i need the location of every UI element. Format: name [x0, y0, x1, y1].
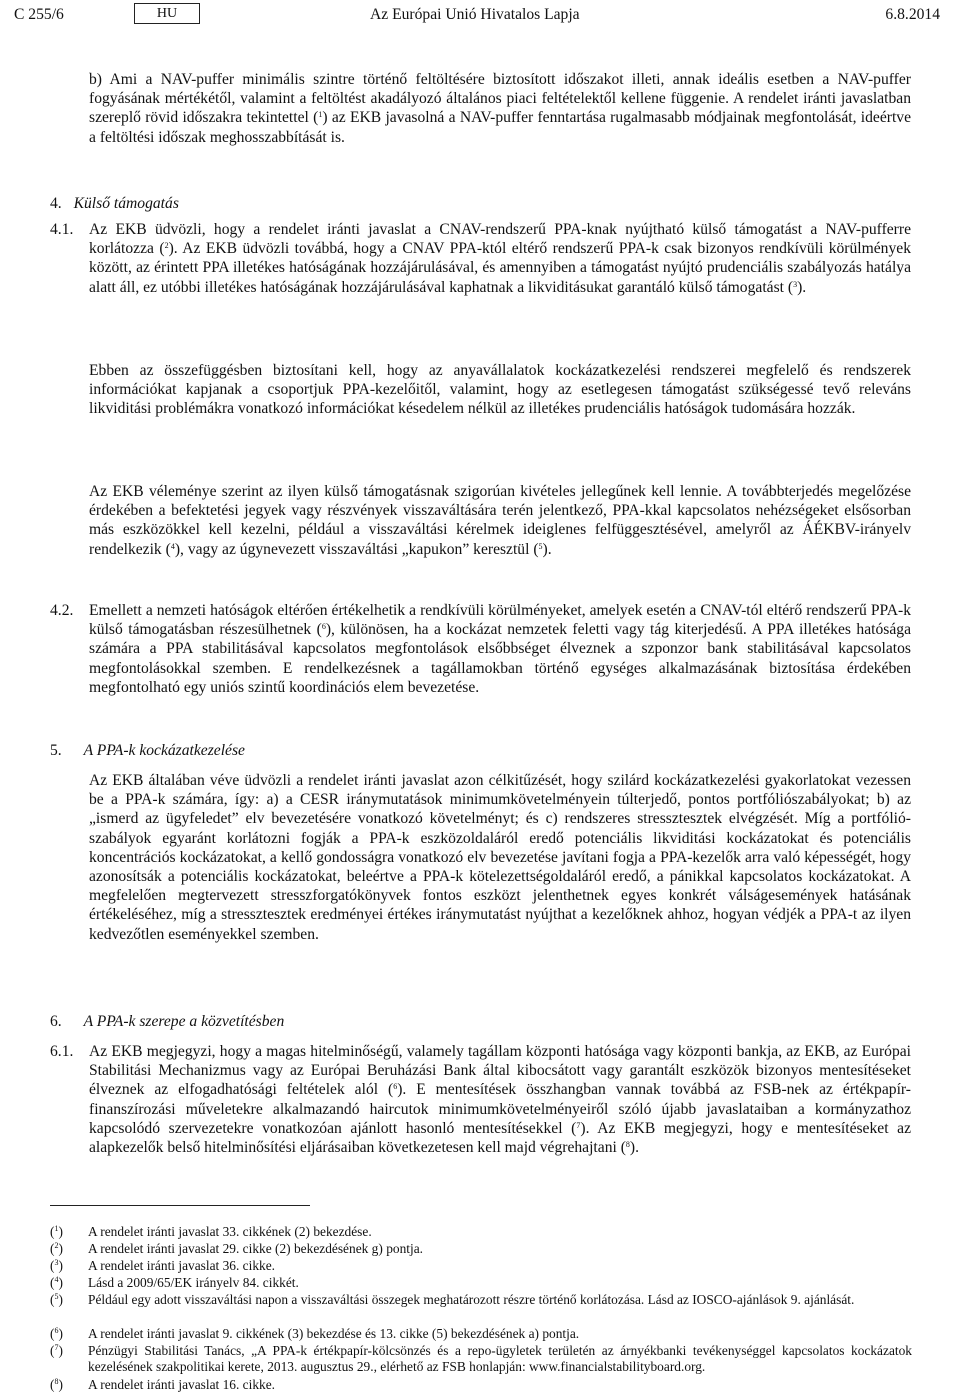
footnote-text: A rendelet iránti javaslat 29. cikke (2) bekezdésének g) pontja.: [88, 1241, 424, 1256]
section-number: 6.: [50, 1013, 62, 1030]
journal-title: Az Európai Unió Hivatalos Lapja: [370, 6, 580, 23]
page-reference: C 255/6: [14, 6, 64, 23]
footnote-text: A rendelet iránti javaslat 16. cikke.: [88, 1377, 276, 1392]
footnote-ref: 6: [393, 1082, 398, 1092]
footnote-number: 2: [54, 1241, 59, 1250]
section-title: A PPA-k kockázatkezelése: [83, 742, 245, 759]
footnote-divider: [50, 1205, 310, 1206]
footnote-ref: 1: [318, 110, 323, 120]
paragraph-text: ). Az EKB üdvözli továbbá, hogy a CNAV PPA-któl eltérő rendszerű PPA-k csak bizonyos rendkívüli körülmények között, az érintett PPA illetékes hatóságának hozzájárulásával, és amennyiben a támogatást nyújtó prudenciális szabályozás hatálya alatt áll, ez utóbbi illetékes hatóságának hozzájárulásával kaphatnak a likviditásukat garantáló külső támogatást (: [89, 240, 911, 296]
document-page: C 255/6 HU Az Európai Unió Hivatalos Lapja 6.8.2014 b) Ami a NAV-puffer minimális szintre történő feltöltésére biztosított időszakot illeti, annak ideális esetben a NAV-puffer fogyásának mértékétől, valamint a feltöltést akadályozó általános piaci feltételektől kellene függenie. A rendelet iránti javaslatban szereplő rövid időszakra tekintettel ($^1$) az EKB javasolná a NAV-puffer fenntartása rugalmasabb módjainak megfontolását, ideértve a feltöltési időszak meghosszabbítását is. 4. Külső támogatás 4.1. Az EKB üdvözli, hogy a rendelet iránti javaslat a CNAV-rendszerű PPA-knak nyújtható külső támogatást a NAV-pufferre korlátozza ($^2$). Az EKB üdvözli továbbá, hogy a CNAV PPA-któl eltérő rendszerű PPA-k csak bizonyos rendkívüli körülmények között, az érintett PPA illetékes hatóságának hozzájárulásával, és amennyiben a támogatást nyújtó prudenciális szabályozás hatálya alatt áll, ez utóbbi illetékes hatóságának hozzájárulásával kaphatnak a likviditásukat garantáló külső támogatást ($^3$). Ebben az összefüggésben biztosítani kell, hogy az anyavállalatok kockázatkezelési rendszerei megfelelő és rendszerek információkat kapjanak a csoportjuk PPA-kezelőitől, valamint, hogy az esetlegesen támogatást szükségessé tevő releváns likviditási problémákra vonatkozó információkat késedelem nélkül az illetékes prudenciális hatóságok tudomására hozzák. Az EKB véleménye szerint az ilyen külső támogatásnak szigorúan kivételes jellegűnek kell lennie. A továbbterjedés megelőzése érdekében a befektetési jegyek vagy részvények visszaváltására terén jelentkező, PPA-kkal kapcsolatos nehézségeket elsősorban más eszközökkel kell kezelni, például a visszaváltási kérelmek ideiglenes felfüggesztésével, amelyről az ÁÉKBV-irányelv rendelkezik ($^4$), vagy az úgynevezett visszaváltási „kapukon” keresztül ($^5$). 4.2. Emellett a nemzeti hatóságok eltérően értékelhetik a rendkívüli körülményeket, amelyek esetén a CNAV-tól eltérő rendszerű PPA-k külső támogatásban részesülhetnek ($^6$), különösen, ha a kockázat nemzetek feletti vagy tág kiterjedésű. A PPA illetékes hatósága számára a PPA stabilitásával kapcsolatos megfontolások elsőbbséget élveznek a szponzor bank stabilitásával kapcsolatos megfontolásokkal szemben. E rendelkezésnek a tagállamokban történő egységes alkalmazásának biztosítása érdekében megfontolható egy uniós szintű koordinációs elem bevezetése. 5. A PPA-k kockázatkezelése Az EKB általában véve üdvözli a rendelet iránti javaslat azon célkitűzését, hogy szilárd kockázatkezelési gyakorlatokat vezessen be a PPA-k számára, így: a) a CESR iránymutatások minimumkövetelményein túlterjedő, pontos portfóliószabályokat; b) az „ismerd az ügyfeledet” elv bevezetésére vonatkozó követelményt; és c) rendszeres stressztesztek elvégzését. Míg a portfóliószabályok egyaránt korlátozni fogják a PPA-k eszközoldaláról eredő potenciális likviditási kockázatokat és potenciális koncentrációs kockázatokat, a kellő gondosságra vonatkozó elv bevezetése javítani fogja a PPA-kezelők arra való képességét, hogy azonosítsák a potenciális kockázatokat, beleértve a PPA-k kötelezettségoldaláról eredő, a pánikkal kapcsolatos kockázatokat. A megfelelően megtervezett stresszforgatókönyvek fontos eszközt jelenthetnek egyes konkrét válságesemények hatásának értékeléséhez, míg a stressztesztek eredményei értékes iránymutatást nyújthat a kezelőknek ahhoz, hogyan védjék a PPA-t az ilyen kedvezőtlen eseményekkel szemben. 6. A PPA-k szerepe a közvetítésben 6.1. Az EKB megjegyzi, hogy a magas hitelminőségű, valamely tagállam központi hatósága vagy központi bankja, az EKB, az Európai Stabilitási Mechanizmus vagy az Európai Beruházási Bank által kibocsátott vagy garantált eszközök bizonyos mentesítéseket élveznek az elfogadhatósági feltételek alól ($^6$). E mentesítések összhangban vannak továbbá az FSB-nek az értékpapír-finanszírozási műveletekre alkalmazandó haircutok minimumkövetelményeiről szóló újabb javaslataiban a kormányzathoz kapcsolódó szervezetekre vonatkozóan ajánlott hasonló mentesítésekkel ($^7$). Az EKB megjegyzi, hogy e mentesítéseket az alapkezelők belső hitelminősítési eljárásaiban következetesen kell majd végrehajtani ($^8$). ($^1$) A rendelet iránti javaslat 33. cikkének (2) bekezdése. ($^2$) A rendelet iránti javaslat 29. cikke (2) bekezdésének g) pontja. ($^3$) A rendelet iránti javaslat 36. cikke. ($^4$) Lásd a 2009/65/EK irányelv 84. cikkét. ($^5$) Például egy adott visszaváltási napon a visszaváltási összegek meghatározott részre történő korlátozása. Lásd az IOSCO-ajánlások 9. ajánlását. ($^6$) A rendelet iránti javaslat 9. cikkének (3) bekezdése és 13. cikke (5) bekezdésének a) pontja. ($^7$) Pénzügyi Stabilitási Tanács, „A PPA-k értékpapír-kölcsönzés és a repo-ügyletek területén az árnyékbanki tevékenységgel kapcsolatos kockázatok kezelésének szakpolitikai kerete, 2013. augusztus 29., elérhető az FSB honlapján: www.financialstabilityboard.org. ($^8$) A rendelet iránti javaslat 16. cikke.: [0, 0, 960, 1397]
footnote-number: 8: [54, 1377, 59, 1386]
footnote-text: A rendelet iránti javaslat 33. cikkének (2) bekezdése.: [88, 1224, 372, 1239]
footnote-number: 7: [54, 1343, 59, 1352]
paragraph-6-1: [89, 1042, 911, 1157]
footnote-ref: 7: [576, 1120, 581, 1130]
paragraph-text: Az EKB üdvözli, hogy a rendelet iránti javaslat a CNAV-rendszerű PPA-knak nyújtható külső támogatást a NAV-pufferre korlátozza (: [89, 221, 911, 258]
paragraph-4-1-opinion: [89, 482, 911, 559]
paragraph-number: 4.1.: [50, 221, 74, 238]
paragraph-text: ). Az EKB megjegyzi, hogy e mentesítéseket az alapkezelők belső hitelminősítési eljárásaiban következetesen kell majd végrehajtani (: [89, 1119, 912, 1157]
footnote-number: 6: [54, 1326, 59, 1335]
paragraph-b-text: b) Ami a NAV-puffer minimális szintre történő feltöltésére biztosított időszakot illeti, annak ideális esetben a NAV-puffer fogyásának mértékétől, valamint a feltöltést akadályozó általános piaci feltételektől kellene függenie. A rendelet iránti javaslatban szereplő rövid időszakra tekintettel (: [89, 71, 911, 127]
section-heading-5: [50, 741, 245, 760]
paragraph-b-tail: ) az EKB javasolná a NAV-puffer fenntartása rugalmasabb módjainak megfontolását, ideértve a feltöltési időszak meghosszabbítását is.: [89, 109, 911, 146]
paragraph-text: Az EKB véleménye szerint az ilyen külső támogatásnak szigorúan kivételes jellegűnek kell lennie. A továbbterjedés megelőzése érdekében a befektetési jegyek vagy részvények visszaváltására terén jelentkező, PPA-kkal kapcsolatos nehézségeket elsősorban más eszközökkel kell kezelni, például a visszaváltási kérelmek ideiglenes felfüggesztésével, amelyről az ÁÉKBV-irányelv rendelkezik (: [89, 483, 911, 558]
paragraph-text: ), különösen, ha a kockázat nemzetek feletti vagy tág kiterjedésű. A PPA illetékes hatósága számára a PPA stabilitásával kapcsolatos megfontolások elsőbbséget élveznek a szponzor bank stabilitásával kapcsolatos megfontolásokkal szemben. E rendelkezésnek a tagállamokban történő egységes alkalmazásának biztosítása érdekében megfontolható egy uniós szintű koordinációs elem bevezetése.: [89, 621, 911, 696]
footnote-text: Pénzügyi Stabilitási Tanács, „A PPA-k értékpapír-kölcsönzés és a repo-ügyletek területén az árnyékbanki tevékenységgel kapcsolatos kockázatok kezelésének szakpolitikai kerete, 2013. augusztus 29., elérhető az FSB honlapján: www.financialstabilityboard.org.: [88, 1343, 912, 1375]
section-number: 4.: [50, 195, 62, 212]
section-number: 5.: [50, 742, 62, 759]
paragraph-text: ).: [797, 278, 807, 296]
footnote-text: Lásd a 2009/65/EK irányelv 84. cikkét.: [88, 1275, 299, 1290]
footnote-text: A rendelet iránti javaslat 9. cikkének (3) bekezdése és 13. cikke (5) bekezdésének a) pontja.: [88, 1326, 580, 1341]
section-title: A PPA-k szerepe a közvetítésben: [83, 1013, 285, 1030]
section-heading-6: [50, 1012, 284, 1031]
paragraph-4-1-context: Ebben az összefüggésben biztosítani kell, hogy az anyavállalatok kockázatkezelési rendszerei megfelelő és rendszerek információkat kapjanak a csoportjuk PPA-kezelőitől, valamint, hogy az esetlegesen támogatást szükségessé tevő releváns likviditási problémákra vonatkozó információkat késedelem nélkül az illetékes prudenciális hatóságok tudomására hozzák.: [89, 362, 911, 418]
language-code-box: HU: [134, 3, 200, 24]
paragraph-4-1: [89, 220, 911, 297]
footnote-text: A rendelet iránti javaslat 36. cikke.: [88, 1258, 276, 1273]
paragraph-5: Az EKB általában véve üdvözli a rendelet iránti javaslat azon célkitűzését, hogy szilárd kockázatkezelési gyakorlatokat vezessen be a PPA-k számára, így: a) a CESR iránymutatások minimumkövetelményein túlterjedő, pontos portfóliószabályokat; b) az „ismerd az ügyfeledet” elv bevezetésére vonatkozó követelményt; és c) rendszeres stressztesztek elvégzését. Míg a portfóliószabályok egyaránt korlátozni fogják a PPA-k eszközoldaláról eredő potenciális likviditási kockázatokat és potenciális koncentrációs kockázatokat, a kellő gondosságra vonatkozó elv bevezetése javítani fogja a PPA-kezelők arra való képességét, hogy azonosítsák a potenciális kockázatokat, beleértve a PPA-k kötelezettségoldaláról eredő, a pánikkal kapcsolatos kockázatokat. A megfelelően megtervezett stresszforgatókönyvek fontos eszközt jelenthetnek egyes konkrét válságesemények hatásának értékeléséhez, míg a stressztesztek eredményei értékes iránymutatást nyújthat a kezelőknek ahhoz, hogyan védjék a PPA-t az ilyen kedvezőtlen eseményekkel szemben.: [89, 772, 911, 943]
footnote-number: 3: [54, 1258, 59, 1267]
publication-date: 6.8.2014: [885, 6, 940, 23]
footnote-ref: 5: [538, 541, 543, 551]
footnote-number: 1: [54, 1224, 59, 1233]
footnote-number: 4: [54, 1275, 59, 1284]
paragraph-b: [89, 70, 911, 147]
paragraph-text: ). E mentesítések összhangban vannak továbbá az FSB-nek az értékpapír-finanszírozási műveletekre alkalmazandó haircutok minimumkövetelményeiről szóló újabb javaslataiban a kormányzathoz kapcsolódó szervezetekre vonatkozóan ajánlott hasonló mentesítésekkel (: [89, 1081, 911, 1137]
footnote-ref: 3: [793, 279, 798, 289]
paragraph-text: ).: [629, 1139, 640, 1157]
footnote-ref: 2: [164, 241, 169, 251]
section-heading-4: [50, 194, 179, 213]
footnote-ref: 6: [321, 622, 326, 632]
paragraph-number: 4.2.: [50, 602, 74, 619]
paragraph-text: Emellett a nemzeti hatóságok eltérően értékelhetik a rendkívüli körülményeket, amelyek esetén a CNAV-tól eltérő rendszerű PPA-k külső támogatásban részesülhetnek (: [89, 602, 911, 639]
paragraph-text: ), vagy az úgynevezett visszaváltási „kapukon” keresztül (: [174, 540, 539, 558]
footnote-ref: 8: [625, 1140, 630, 1150]
section-title: Külső támogatás: [73, 195, 179, 212]
footnote-number: 5: [54, 1292, 59, 1301]
paragraph-4-2: [89, 601, 911, 697]
footnote-text: Például egy adott visszaváltási napon a visszaváltási összegek meghatározott részre történő korlátozása. Lásd az IOSCO-ajánlások 9. ajánlását.: [88, 1292, 855, 1307]
paragraph-text: Az EKB megjegyzi, hogy a magas hitelminőségű, valamely tagállam központi hatósága vagy központi bankja, az EKB, az Európai Stabilitási Mechanizmus vagy az Európai Beruházási Bank által kibocsátott vagy garantált eszközök bizonyos mentesítéseket élveznek az elfogadhatósági feltételek alól (: [89, 1043, 911, 1099]
paragraph-text: ).: [542, 540, 552, 558]
footnote-ref: 4: [170, 541, 175, 551]
paragraph-number: 6.1.: [50, 1043, 74, 1060]
